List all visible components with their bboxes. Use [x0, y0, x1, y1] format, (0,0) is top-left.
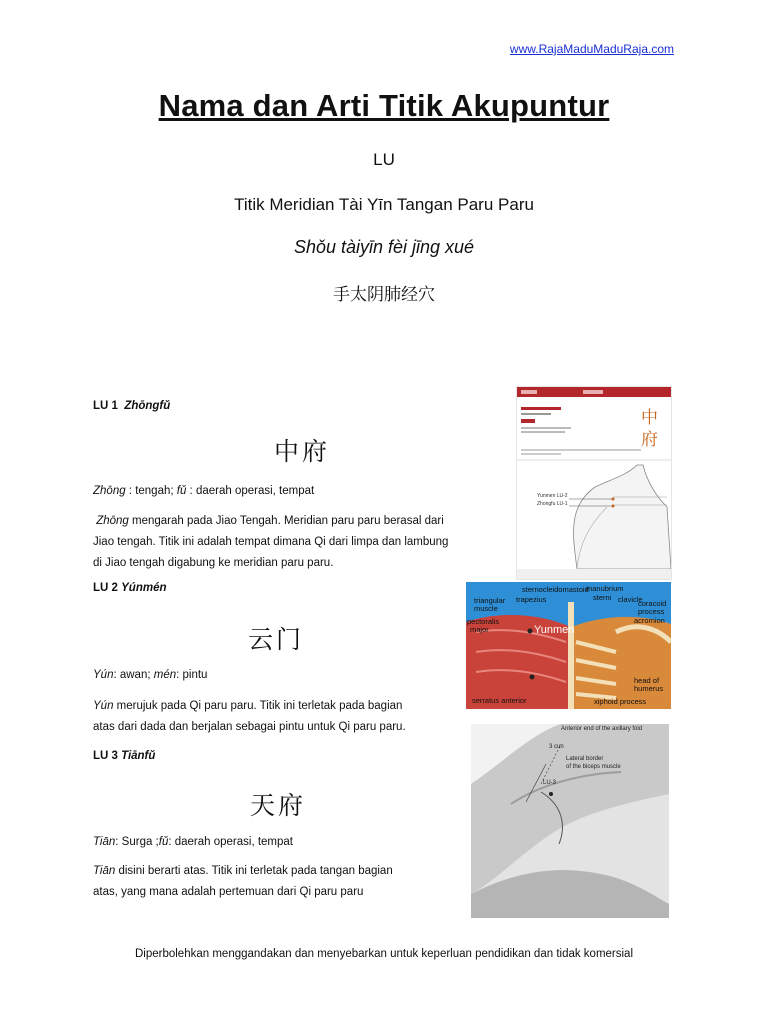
fig2-label-muscle: muscle — [474, 604, 498, 613]
fig2-label-serratus: serratus anterior — [472, 696, 527, 705]
fig2-label-humerus: humerus — [634, 684, 664, 693]
fig3-label-lateral-1: Lateral border — [566, 756, 604, 762]
page-title: Nama dan Arti Titik Akupuntur — [158, 88, 610, 123]
fig2-label-pectoralis: pectoralis — [467, 617, 500, 626]
fig2-label-trapezius: trapezius — [516, 595, 547, 604]
figure-yunmen-anatomy — [466, 582, 671, 709]
figure-tianfu-drawing — [471, 724, 669, 918]
point-meaning-lu1: Zhōng : tengah; fǔ : daerah operasi, tempat — [93, 485, 315, 497]
fig3-label-cun: 3 cun — [549, 744, 564, 750]
point-hanzi-lu3: 天府 — [250, 791, 307, 820]
fig2-label-manubrium: manubrium — [586, 584, 624, 593]
meridian-hanzi: 手太阴肺经穴 — [333, 285, 435, 305]
point-desc-lu2: Yún merujuk pada Qi paru paru. Titik ini terletak pada bagian atas dari dada dan berjalan sebagai pintu untuk Qi paru paru. — [93, 700, 406, 733]
point-desc-lu3: Tiān disini berarti atas. Titik ini terletak pada tangan bagian atas, yang mana adalah pertemuan dari Qi paru paru — [93, 865, 393, 898]
fig3-label-axillary: Anterior end of the axillary fold — [561, 726, 643, 732]
figure1-hanzi-1: 中 — [641, 408, 658, 428]
fig2-label-sterni: sterni — [593, 593, 612, 602]
fig2-label-triangular: triangular — [474, 596, 506, 605]
figure1-hanzi-2: 府 — [641, 430, 658, 450]
fig2-label-major: major — [470, 625, 489, 634]
figure-tianfu-arm — [471, 724, 669, 918]
point-label-lu2: LU 2 Yúnmén — [93, 582, 167, 594]
point-hanzi-lu2: 云门 — [248, 625, 305, 654]
fig3-label-lateral-2: of the biceps muscle — [566, 764, 621, 770]
fig2-label-process: process — [638, 607, 665, 616]
fig3-label-lu3: LU-3 — [543, 780, 557, 786]
point-label-lu3: LU 3 Tiānfǔ — [93, 750, 156, 762]
figure1-caption-2: Zhongfu LU-1 — [537, 501, 568, 507]
meridian-name: Titik Meridian Tài Yīn Tangan Paru Paru — [234, 195, 534, 214]
figure1-caption-1: Yunmen LU-2 — [537, 493, 568, 499]
fig2-label-acromion: acromion — [634, 616, 665, 625]
meridian-pinyin: Shǒu tàiyīn fèi jīng xué — [293, 237, 475, 257]
point-desc-lu1: Zhōng mengarah pada Jiao Tengah. Meridian paru paru berasal dari Jiao tengah. Titik ini adalah tempat dimana Qi dari limpa dan lambung di Jiao tengah digabung ke meridian paru paru. — [93, 515, 449, 569]
point-meaning-lu3: Tiān: Surga ;fǔ: daerah operasi, tempat — [93, 836, 294, 848]
fig2-label-coracoid: coracoid — [638, 599, 667, 608]
fig2-label-xiphoid: xiphoid process — [594, 697, 647, 706]
point-meaning-lu2: Yún: awan; mén: pintu — [93, 669, 208, 681]
fig2-label-sternocleidomastoid: sternocleidomastoid — [522, 585, 589, 594]
fig2-label-yunmen: Yunmen — [534, 624, 575, 636]
point-hanzi-lu1: 中府 — [274, 437, 331, 466]
fig2-label-head-of: head of — [634, 676, 660, 685]
footer-note: Diperbolehkan menggandakan dan menyebarkan untuk keperluan pendidikan dan tidak komersial — [134, 948, 634, 960]
figure-zhongfu-app — [516, 386, 672, 580]
fig2-label-clavicle: clavicle — [618, 595, 643, 604]
point-label-lu1: LU 1 Zhōngfǔ — [93, 400, 171, 412]
website-link[interactable]: www.RajaMaduMaduRaja.com — [509, 42, 674, 56]
meridian-code: LU — [373, 150, 395, 169]
